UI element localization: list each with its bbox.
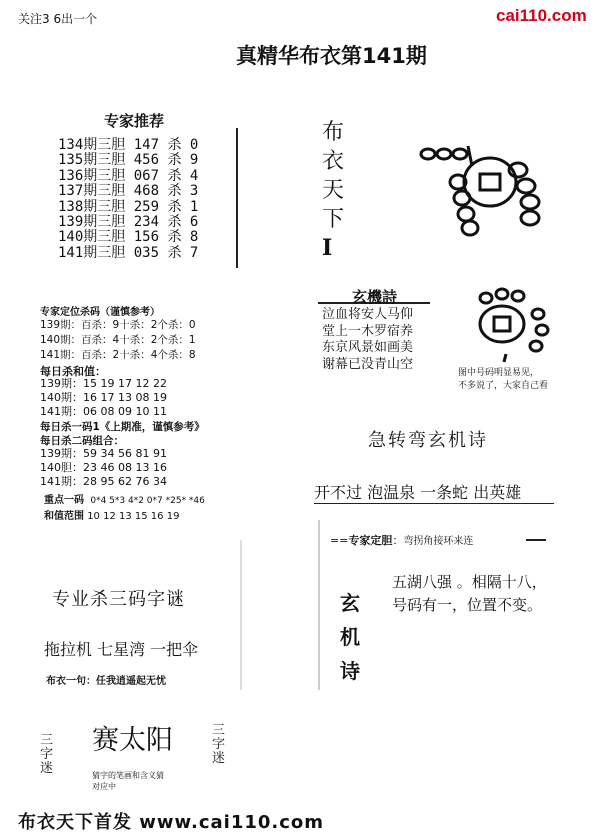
divider-line: [318, 520, 320, 690]
coin-puzzle-picture: [418, 140, 548, 240]
expert-list: [58, 138, 198, 261]
list-item: 136期三胆 067 杀 4: [58, 167, 199, 184]
kill-one-title: 每日杀一码1《上期准，谨慎参考》: [40, 421, 205, 433]
list-item: 141期：百杀：2十杀：4个杀：8: [40, 349, 196, 361]
list-item: 135期三胆 456 杀 9: [58, 152, 199, 169]
list-item: 134期三胆 147 杀 0: [58, 137, 199, 153]
kill-position-list: [40, 318, 196, 363]
pic-caption-1: 图中号码明显易见，: [458, 368, 540, 378]
main-title: 真精华布衣第141期: [236, 44, 427, 68]
sun-caption-1: 猜字的笔画和含义猜: [92, 771, 164, 780]
list-item: 141期：28 95 62 76 34: [40, 475, 167, 488]
sun-center: 赛太阳: [92, 725, 173, 756]
top-note: 关注3 6出一个: [18, 12, 98, 26]
footer: 布衣天下首发 www.cai110.com: [18, 812, 325, 833]
list-item: 139期：15 19 17 12 22: [40, 377, 167, 390]
poem-line-2: 号码有一，位置不变。: [392, 596, 543, 614]
kill-two-title: 每日杀二码组合：: [40, 435, 124, 447]
list-item: 140胆：23 46 08 13 16: [40, 461, 167, 474]
expert-title: 专家推荐: [104, 112, 165, 130]
site-logo[interactable]: cai110.com: [496, 6, 587, 25]
sum-value-list: [40, 377, 167, 419]
riddle-title: 专业杀三码字谜: [52, 589, 185, 610]
list-item: 141期：06 08 09 10 11: [40, 405, 167, 418]
money-puzzle-picture: [466, 284, 566, 364]
list-item: 140期三胆 156 杀 8: [58, 229, 199, 246]
kill-position-title: 专家定位杀码（谨慎参考）: [40, 307, 160, 318]
xuanji-poem: 泣血将安人马仰 堂上一木罗宿养 东京风景如画美 谢幕已没青山空: [322, 307, 414, 372]
urgent-title: 急转弯玄机诗: [368, 430, 488, 451]
sum-tail: 和值范围 10 12 13 15 16 19: [44, 511, 180, 522]
sun-right-label: 三字迷: [212, 723, 226, 766]
list-item: 141期三胆 035 杀 7: [58, 244, 199, 261]
divider-line: [314, 503, 554, 504]
divider-line: [526, 539, 546, 541]
vertical-title: 布 衣 天 下 I: [322, 120, 345, 261]
urgent-line: 开不过 泡温泉 一条蛇 出英雄: [314, 483, 522, 502]
list-item: 137期三胆 468 杀 3: [58, 183, 199, 200]
poem-line-1: 五湖八强 。相隔十八，: [392, 573, 547, 591]
sun-left-label: 三字迷: [40, 733, 54, 776]
poem-vertical-title: 玄 机 诗: [340, 591, 360, 683]
riddle-line: 拖拉机 七星湾 一把伞: [44, 640, 199, 659]
kill-two-list: [40, 447, 167, 489]
list-item: 140期：百杀：4十杀：2个杀：1: [40, 334, 196, 346]
list-item: 138期三胆 259 杀 1: [58, 198, 199, 215]
list-item: 139期三胆 234 杀 6: [58, 213, 199, 230]
section-divider: [236, 128, 238, 268]
sum-value-title: 每日杀和值：: [40, 365, 106, 378]
expert-fix: ==专家定胆：弯拐角接环来连: [330, 534, 474, 547]
key-point: 重点一码 0*4 5*3 4*2 0*7 *25* *46: [44, 495, 205, 506]
sun-caption-2: 对应中: [92, 782, 116, 791]
list-item: 140期：16 17 13 08 19: [40, 391, 167, 404]
pic-caption-2: 不多说了，大家自己看: [458, 381, 549, 391]
divider-line: [240, 540, 242, 690]
list-item: 139期：百杀：9十杀：2个杀：0: [40, 319, 196, 331]
xuanji-title: 玄機詩: [352, 288, 398, 306]
riddle-sub: 布衣一句：任我逍遥起无忧: [46, 676, 166, 687]
list-item: 139期：59 34 56 81 91: [40, 447, 167, 460]
